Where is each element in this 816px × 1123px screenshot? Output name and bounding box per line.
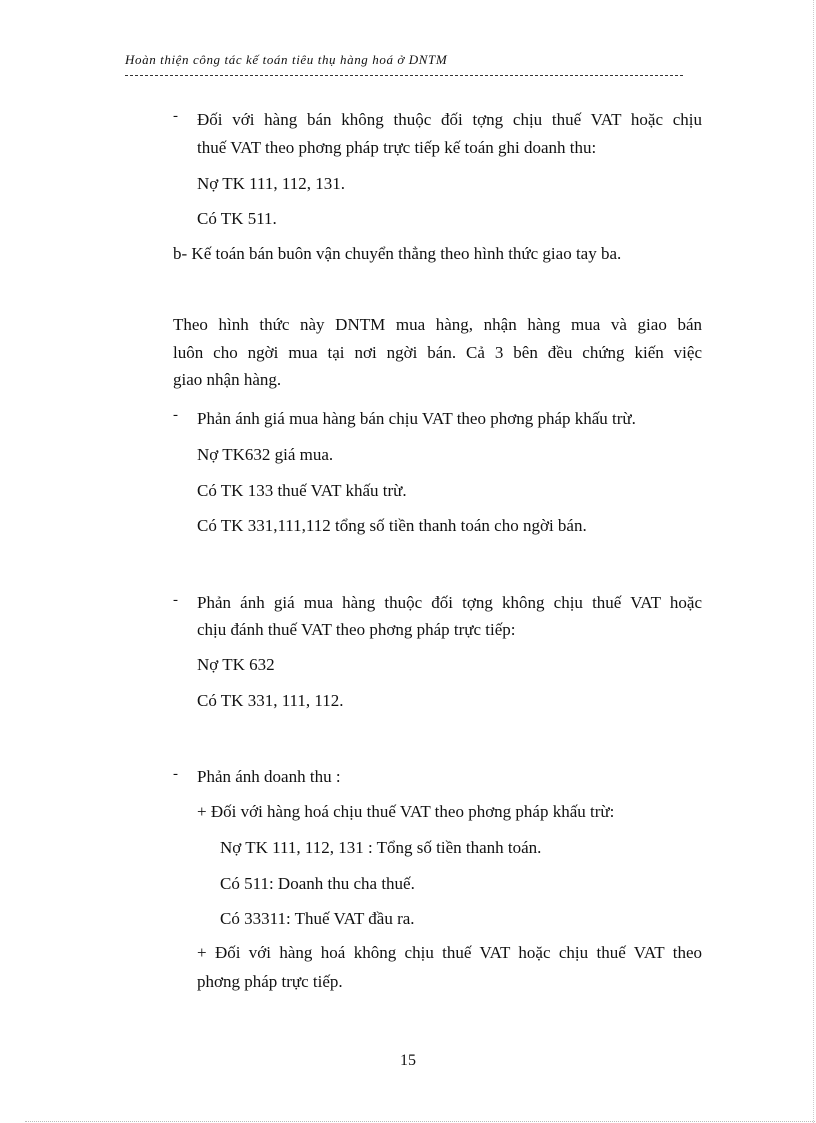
- paragraph-line-1: Theo hình thức này DNTM mua hàng, nhận hàng mua và giao bán: [173, 315, 702, 334]
- bullet-2-line-1: Phản ánh giá mua hàng bán chịu VAT theo phơng pháp khấu trừ.: [197, 409, 636, 428]
- entry-debit: Nợ TK 111, 112, 131.: [197, 174, 345, 193]
- bullet-1-line-1: Đối với hàng bán không thuộc đối tợng chịu thuế VAT hoặc chịu: [197, 110, 702, 129]
- entry-debit: Nợ TK 111, 112, 131 : Tổng số tiền thanh toán.: [220, 838, 542, 857]
- entry-credit: Có 33311: Thuế VAT đầu ra.: [220, 909, 415, 928]
- section-heading-b: b- Kế toán bán buôn vận chuyển thẳng theo hình thức giao tay ba.: [173, 244, 622, 263]
- bullet-3-line-1: Phản ánh giá mua hàng thuộc đối tợng không chịu thuế VAT hoặc: [197, 593, 702, 612]
- entry-credit: Có TK 331, 111, 112.: [197, 691, 344, 710]
- sub-item-2-line-2: phơng pháp trực tiếp.: [197, 972, 343, 991]
- header-divider: [125, 75, 683, 76]
- page-number: 15: [400, 1052, 416, 1069]
- bullet-marker: -: [173, 592, 178, 608]
- sub-item-1: + Đối với hàng hoá chịu thuế VAT theo phơng pháp khấu trừ:: [197, 802, 615, 821]
- entry-debit: Nợ TK632 giá mua.: [197, 445, 334, 464]
- bullet-3-line-2: chịu đánh thuế VAT theo phơng pháp trực tiếp:: [197, 620, 516, 639]
- bullet-marker: -: [173, 108, 178, 124]
- paragraph-line-3: giao nhận hàng.: [173, 370, 282, 389]
- sub-item-2-line-1: + Đối với hàng hoá không chịu thuế VAT hoặc chịu thuế VAT theo: [197, 943, 702, 962]
- entry-credit: Có TK 133 thuế VAT khấu trừ.: [197, 481, 407, 500]
- page-bottom-border: [25, 1121, 815, 1122]
- entry-credit: Có TK 331,111,112 tổng số tiền thanh toán cho ngời bán.: [197, 516, 587, 535]
- paragraph-line-2: luôn cho ngời mua tại nơi ngời bán. Cả 3 bên đều chứng kiến việc: [173, 343, 702, 362]
- bullet-4-line-1: Phản ánh doanh thu :: [197, 767, 341, 786]
- page-right-border: [813, 0, 814, 1123]
- running-header: Hoàn thiện công tác kế toán tiêu thụ hàng hoá ở DNTM: [125, 52, 448, 67]
- entry-credit: Có 511: Doanh thu cha thuế.: [220, 874, 415, 893]
- bullet-1-line-2: thuế VAT theo phơng pháp trực tiếp kế toán ghi doanh thu:: [197, 138, 597, 157]
- entry-debit: Nợ TK 632: [197, 655, 275, 674]
- bullet-marker: -: [173, 766, 178, 782]
- bullet-marker: -: [173, 407, 178, 423]
- entry-credit: Có TK 511.: [197, 209, 277, 228]
